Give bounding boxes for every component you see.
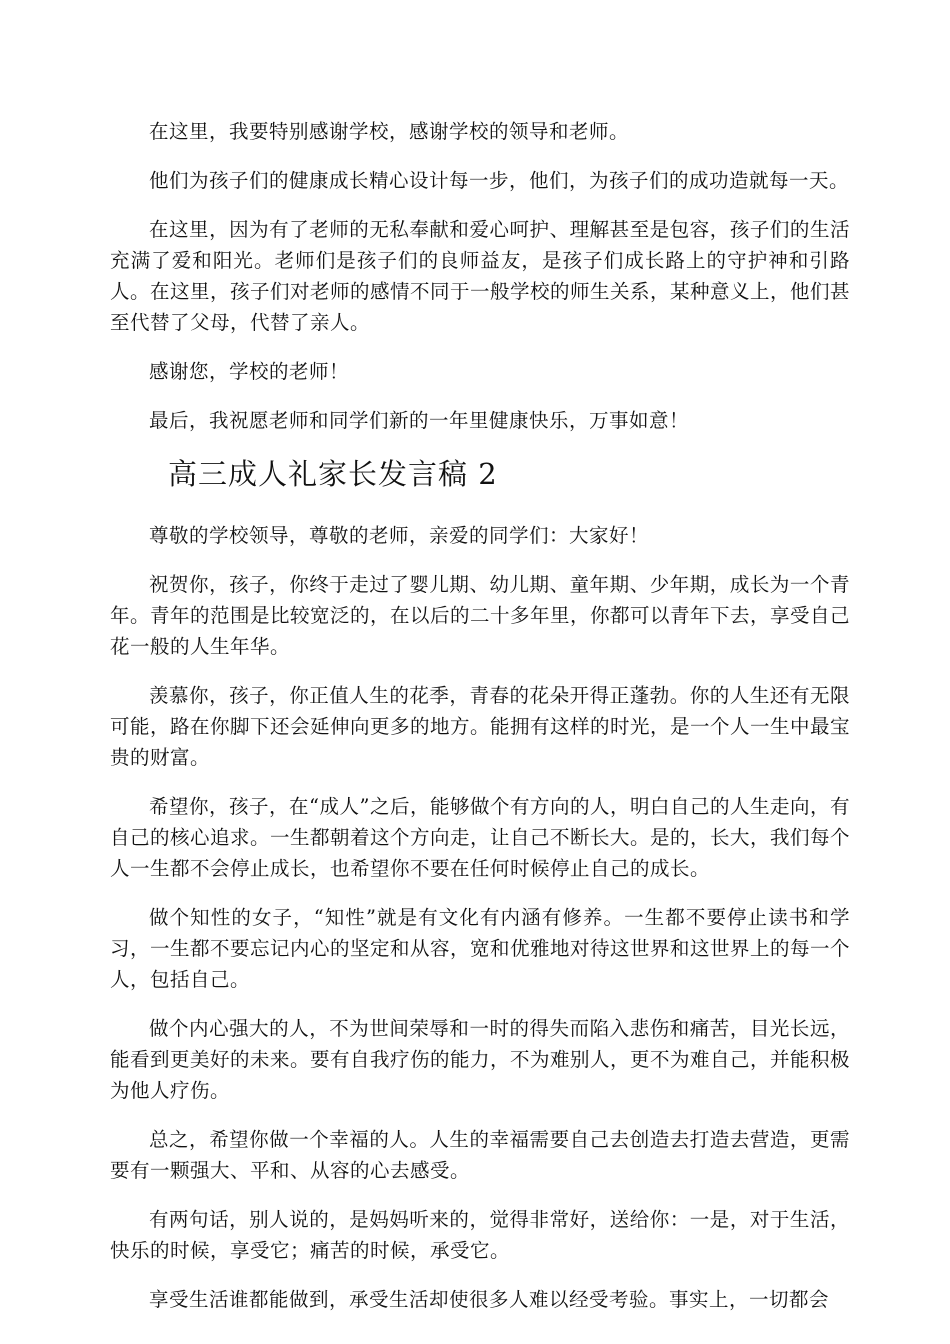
paragraph-envy: 羡慕你，孩子，你正值人生的花季，青春的花朵开得正蓬勃。你的人生还有无限可能，路在你脚下还会延伸向更多的地方。能拥有这样的时光，是一个人一生中最宝贵的财富。 — [110, 684, 851, 769]
paragraph-intellectual: 做个知性的女子，“知性”就是有文化有内涵有修养。一生都不要停止读书和学习，一生都不要忘记内心的坚定和从容，宽和优雅地对待这世界和这世界上的每一个人，包括自己。 — [110, 906, 851, 991]
paragraph-congratulate: 祝贺你，孩子，你终于走过了婴儿期、幼儿期、童年期、少年期，成长为一个青年。青年的范围是比较宽泛的，在以后的二十多年里，你都可以青年下去，享受自己花一般的人生年华。 — [110, 573, 851, 658]
paragraph-happiness: 总之，希望你做一个幸福的人。人生的幸福需要自己去创造去打造去营造，更需要有一颗强大、平和、从容的心去感受。 — [110, 1128, 850, 1182]
document-page — [110, 116, 850, 1333]
paragraph-strong-heart: 做个内心强大的人，不为世间荣辱和一时的得失而陷入悲伤和痛苦，目光长远，能看到更美好的未来。要有自我疗伤的能力，不为难别人，更不为难自己，并能积极为他人疗伤。 — [110, 1017, 851, 1102]
paragraph-teacher-devotion: 在这里，因为有了老师的无私奉献和爱心呵护、理解甚至是包容，孩子们的生活充满了爱和阳光。老师们是孩子们的良师益友，是孩子们成长路上的守护神和引路人。在这里，孩子们对老师的感情不同于一般学校的师生关系，某种意义上，他们甚至代替了父母，代替了亲人。 — [110, 218, 851, 334]
paragraph-thanks-school: 在这里，我要特别感谢学校，感谢学校的领导和老师。 — [149, 120, 630, 143]
paragraph-new-year-wish: 最后，我祝愿老师和同学们新的一年里健康快乐，万事如意！ — [149, 409, 690, 432]
paragraph-two-sayings: 有两句话，别人说的，是妈妈听来的，觉得非常好，送给你：一是，对于生活，快乐的时候，享受它；痛苦的时候，承受它。 — [110, 1208, 850, 1262]
section-title: 高三成人礼家长发言稿 2 — [168, 457, 498, 491]
paragraph-thank-teachers: 感谢您，学校的老师！ — [149, 360, 350, 383]
paragraph-hope: 希望你，孩子，在“成人”之后，能够做个有方向的人，明白自己的人生走向，有自己的核心追求。一生都朝着这个方向走，让自己不断长大。是的，长大，我们每个人一生都不会停止成长，也希望你不要在任何时候停止自己的成长。 — [110, 795, 851, 880]
paragraph-greeting: 尊敬的学校领导，尊敬的老师，亲爱的同学们：大家好！ — [149, 524, 650, 547]
paragraph-enjoy-life: 享受生活谁都能做到，承受生活却使很多人难以经受考验。事实上，一切都会 — [149, 1288, 830, 1311]
paragraph-teachers-design: 他们为孩子们的健康成长精心设计每一步，他们，为孩子们的成功造就每一天。 — [149, 169, 850, 192]
